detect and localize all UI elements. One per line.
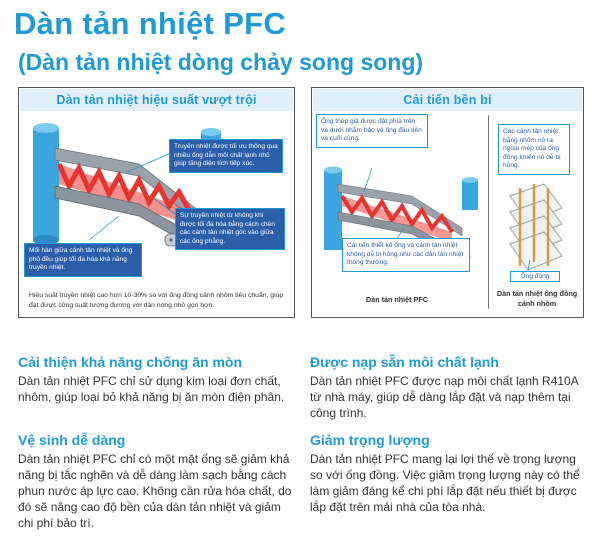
feature-corrosion [18,353,298,405]
page-title: Dàn tản nhiệt PFC [14,6,287,41]
feature-corrosion-heading: Cải thiện khả năng chống ăn mòn [18,354,243,370]
performance-panel-title: Dàn tản nhiệt hiệu suất vượt trội [20,89,293,111]
feature-weight-heading: Giảm trọng lượng [310,432,430,448]
feature-precharged-body: Dàn tản nhiệt PFC được nạp môi chất lạnh R410A từ nhà máy, giúp dễ dàng lắp đặt và nạp thêm tại công trình. [310,374,579,420]
feature-easy-cleaning-body: Dàn tản nhiệt PFC chỉ có một mặt ống sẽ giảm khả năng bị tắc nghẽn và dễ dàng làm sạch bằng cách phun nước áp lực cao. Không cần rửa hóa chất, do đó sẽ nâng cao độ bền của dàn tản nhiệt và giảm chi phí bảo trì. [18,452,292,530]
feature-weight-body: Dàn tản nhiệt PFC mang lại lợi thế về trọng lượng so với ống đồng. Việc giảm trọng lượng này có thể làm giảm đáng kể chi phí lắp đặt nếu thiết bị được lắp đặt trên mái nhà của tòa nhà. [310,452,580,514]
durability-panel [311,87,584,318]
caption-copper-coil: Dàn tản nhiệt ống đồng cánh nhôm [496,289,578,308]
caption-pfc-coil: Dàn tản nhiệt PFC [366,295,428,304]
feature-precharged-heading: Được nạp sẵn môi chất lạnh [310,354,499,370]
callout-dummy-steel-tube: Ống thép giả được đặt phía trên và dưới nhằm bảo vệ ống đầu tiên và cuối cùng. [316,114,428,148]
callout-corrugated-fins: Sự truyền nhiệt từ không khí được tối đa hóa bằng cách chèn các cánh tản nhiệt góc vào giữa các ống phẳng. [175,208,285,250]
page-subtitle: (Dàn tản nhiệt dòng chảy song song) [18,49,424,75]
feature-weight [310,431,590,515]
callout-improved-design: Cải tiến thiết kế ống và cánh tản nhiệt không dễ bị hỏng như các dàn tản nhiệt thông thường. [342,238,470,272]
feature-precharged [310,353,590,421]
performance-panel [18,87,295,318]
callout-protruding-fins: Các cánh tản nhiệt bằng nhôm nỏ ra ngoài mép của ống đồng khiến nó dễ bị hỏng. [498,124,570,175]
performance-footnote: Hiệu suất truyền nhiệt cao hơn 10-30% so với ống đồng cánh nhôm tiêu chuẩn, giúp đạt được công suất tương đương với dàn nóng nhỏ gọn hơn. [29,292,284,309]
callout-brazed-joint: Mối hàn giữa cánh tản nhiệt và ống phủ đều giúp tối đa hóa khả năng truyền nhiệt. [24,243,142,277]
feature-easy-cleaning-heading: Vệ sinh dễ dàng [18,432,126,448]
feature-easy-cleaning [18,431,298,531]
pfc-coil-illustration [19,88,294,317]
feature-corrosion-body: Dàn tản nhiệt PFC chỉ sử dụng kim loại đơn chất, nhôm, giúp loại bỏ khả năng bị ăn mòn điện phân. [18,374,285,404]
copper-tube-label: Ống đồng [510,271,560,282]
durability-panel-title: Cải tiến bền bỉ [313,89,582,111]
callout-tube-heat-transfer: Truyền nhiệt được tối ưu thông qua nhiều ống dẫn môi chất lạnh nhỏ giúp tăng diện tích tiếp xúc. [169,139,283,173]
